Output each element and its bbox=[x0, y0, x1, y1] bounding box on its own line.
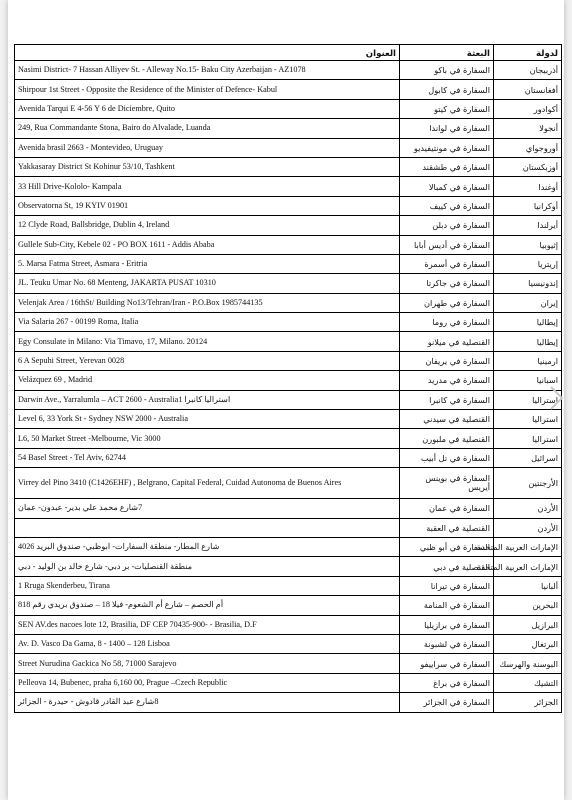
country-cell: ألبانيا bbox=[494, 576, 562, 595]
address-cell: منطقة القنصليات- بر دبي- شارع خالد بن الوليد - دبي bbox=[15, 557, 400, 576]
header-address: العنوان bbox=[15, 45, 400, 61]
table-row bbox=[15, 557, 562, 576]
table-row bbox=[15, 615, 562, 634]
country-cell: أيرلندا bbox=[494, 216, 562, 235]
mission-cell: السفارة في مدريد bbox=[400, 371, 494, 390]
address-cell bbox=[15, 518, 400, 537]
country-cell: إيران bbox=[494, 293, 562, 312]
table-header-row bbox=[15, 45, 562, 61]
country-cell: أوزبكستان bbox=[494, 157, 562, 176]
mission-cell: السفارة في كمبالا bbox=[400, 177, 494, 196]
country-cell: أوغندا bbox=[494, 177, 562, 196]
mission-cell: السفارة في جاكرتا bbox=[400, 274, 494, 293]
country-cell: أنجولا bbox=[494, 119, 562, 138]
table-row bbox=[15, 313, 562, 332]
address-cell: L6, 50 Market Street -Melbourne, Vic 3000 bbox=[15, 429, 400, 448]
address-cell: Yakkasaray District St Kohinur 53/10, Tashkent bbox=[15, 157, 400, 176]
country-cell: أوكرانيا bbox=[494, 196, 562, 215]
table-row bbox=[15, 254, 562, 273]
address-cell: Virrey del Pino 3410 (C1426EHF) , Belgrano, Capital Federal, Cuidad Autonoma de Buenos Aires bbox=[15, 468, 400, 499]
table-row bbox=[15, 537, 562, 556]
table-row bbox=[15, 274, 562, 293]
table-row bbox=[15, 293, 562, 312]
address-cell: 5. Marsa Fatma Street, Asmara - Eritria bbox=[15, 254, 400, 273]
country-cell: استراليا bbox=[494, 410, 562, 429]
country-cell: إيطاليا bbox=[494, 313, 562, 332]
table-row bbox=[15, 99, 562, 118]
address-cell: 8شارع عبد القادر قادوش - حيدرة - الجزائر bbox=[15, 693, 400, 712]
table-row bbox=[15, 410, 562, 429]
table-row bbox=[15, 693, 562, 712]
table-row bbox=[15, 119, 562, 138]
address-cell: Darwin Ave., Yarralumla – ACT 2600 - Australia1 استراليا كانبرا bbox=[15, 390, 400, 409]
address-cell: Pelleova 14, Bubenec, praha 6,160 00, Prague –Czech Republic bbox=[15, 673, 400, 692]
table-row bbox=[15, 468, 562, 499]
address-cell: JL. Teuku Umar No. 68 Menteng, JAKARTA PUSAT 10310 bbox=[15, 274, 400, 293]
table-row bbox=[15, 371, 562, 390]
address-cell: Egy Consulate in Milano: Via Timavo, 17, Milano. 20124 bbox=[15, 332, 400, 351]
mission-cell: السفارة في عمان bbox=[400, 499, 494, 518]
table-row bbox=[15, 351, 562, 370]
country-cell: إثيوبيا bbox=[494, 235, 562, 254]
mission-cell: السفارة في سراييفو bbox=[400, 654, 494, 673]
table-row bbox=[15, 499, 562, 518]
country-cell: البوسنة والهرسك bbox=[494, 654, 562, 673]
mission-cell: السفارة في المنامة bbox=[400, 596, 494, 615]
mission-cell: السفارة في لشبونة bbox=[400, 634, 494, 653]
mission-cell: القنصلية في ميلانو bbox=[400, 332, 494, 351]
address-cell: أم الحصم – شارع أم الشعوم- فيلا 18 – صندوق بريدي رقم 818 bbox=[15, 596, 400, 615]
country-cell: إندونيسيا bbox=[494, 274, 562, 293]
table-row bbox=[15, 157, 562, 176]
country-cell: أكوادور bbox=[494, 99, 562, 118]
mission-cell: السفارة في برازيليا bbox=[400, 615, 494, 634]
table-row bbox=[15, 429, 562, 448]
address-cell: Avenida brasil 2663 - Montevideo, Uruguay bbox=[15, 138, 400, 157]
table-row bbox=[15, 390, 562, 409]
address-cell: Gullele Sub-City, Kebele 02 - PO BOX 1611 - Addis Ababa bbox=[15, 235, 400, 254]
mission-cell: السفارة في أسمرة bbox=[400, 254, 494, 273]
address-cell: SEN AV.des nacoes lote 12, Brasilia, DF CEP 70435-900- - Brasilia, D.F bbox=[15, 615, 400, 634]
document-page bbox=[8, 0, 564, 800]
country-cell: إريتريا bbox=[494, 254, 562, 273]
country-cell: اسرائيل bbox=[494, 448, 562, 467]
table-row bbox=[15, 61, 562, 80]
country-cell: البحرين bbox=[494, 596, 562, 615]
table-body bbox=[15, 61, 562, 713]
mission-cell: السفارة في روما bbox=[400, 313, 494, 332]
mission-cell: السفارة في براغ bbox=[400, 673, 494, 692]
country-cell: استراليا bbox=[494, 390, 562, 409]
table-row bbox=[15, 673, 562, 692]
table-row bbox=[15, 196, 562, 215]
address-cell: 249, Rua Commandante Stona, Bairo do Alvalade, Luanda bbox=[15, 119, 400, 138]
mission-cell: السفارة في دبلن bbox=[400, 216, 494, 235]
country-cell: الإمارات العربية المتحدة bbox=[494, 557, 562, 576]
country-cell: الجزائر bbox=[494, 693, 562, 712]
mission-cell: السفارة في كييف bbox=[400, 196, 494, 215]
mission-cell: السفارة في لواندا bbox=[400, 119, 494, 138]
address-cell: Street Nurudina Gackica No 58, 71000 Sarajevo bbox=[15, 654, 400, 673]
mission-cell: السفارة في الجزائر bbox=[400, 693, 494, 712]
mission-cell: السفارة في باكو bbox=[400, 61, 494, 80]
header-mission: البعثة bbox=[400, 45, 494, 61]
country-cell: اسبانيا bbox=[494, 371, 562, 390]
country-cell: أفغانستان bbox=[494, 80, 562, 99]
table-row bbox=[15, 216, 562, 235]
address-cell: 6 A Sepuhi Street, Yerevan 0028 bbox=[15, 351, 400, 370]
mission-cell: القنصلية في العقبة bbox=[400, 518, 494, 537]
mission-cell: السفارة في طهران bbox=[400, 293, 494, 312]
mission-cell: السفارة في كيتو bbox=[400, 99, 494, 118]
address-cell: Via Salaria 267 - 00199 Roma, Italia bbox=[15, 313, 400, 332]
mission-cell: السفارة في مونتيفيديو bbox=[400, 138, 494, 157]
country-cell: البرتغال bbox=[494, 634, 562, 653]
country-cell: ارمينيا bbox=[494, 351, 562, 370]
table-row bbox=[15, 80, 562, 99]
embassy-table bbox=[14, 44, 562, 713]
table-row bbox=[15, 138, 562, 157]
address-cell: Velázquez 69 , Madrid bbox=[15, 371, 400, 390]
country-cell: الأرجنتين bbox=[494, 468, 562, 499]
mission-cell: السفارة في يريفان bbox=[400, 351, 494, 370]
table-row bbox=[15, 235, 562, 254]
address-cell: 12 Clyde Road, Ballsbridge, Dublin 4, Ireland bbox=[15, 216, 400, 235]
address-cell: Velenjak Area / 16thSt/ Building No13/Tehran/Iran - P.O.Box 1985744135 bbox=[15, 293, 400, 312]
address-cell: 54 Basel Street - Tel Aviv, 62744 bbox=[15, 448, 400, 467]
country-cell: الأردن bbox=[494, 518, 562, 537]
mission-cell: السفارة في طشقند bbox=[400, 157, 494, 176]
address-cell: Nasimi District- 7 Hassan Alliyev St. - Alleway No.15- Baku City Azerbaijan - AZ1078 bbox=[15, 61, 400, 80]
address-cell: 1 Rruga Skenderbeu, Tirana bbox=[15, 576, 400, 595]
mission-cell: السفارة في تيرانا bbox=[400, 576, 494, 595]
mission-cell: القنصلية في دبي bbox=[400, 557, 494, 576]
mission-cell: السفارة في تل أبيب bbox=[400, 448, 494, 467]
address-cell: Observatorna St, 19 KYIV 01901 bbox=[15, 196, 400, 215]
country-cell: التشيك bbox=[494, 673, 562, 692]
mission-cell: السفارة في كابول bbox=[400, 80, 494, 99]
address-cell: 7شارع محمد علي بدير- عبدون- عمان bbox=[15, 499, 400, 518]
table-row bbox=[15, 634, 562, 653]
country-cell: أذربيجان bbox=[494, 61, 562, 80]
mission-cell: القنصلية في سيدني bbox=[400, 410, 494, 429]
mission-cell: السفارة في بوينس أيريس bbox=[400, 468, 494, 499]
chevron-right-icon[interactable] bbox=[544, 384, 568, 412]
address-cell: 33 Hill Drive-Kololo- Kampala bbox=[15, 177, 400, 196]
table-row bbox=[15, 177, 562, 196]
table-row bbox=[15, 654, 562, 673]
country-cell: البرازيل bbox=[494, 615, 562, 634]
country-cell: استراليا bbox=[494, 429, 562, 448]
mission-cell: السفارة في كانبرا bbox=[400, 390, 494, 409]
address-cell: Level 6, 33 York St - Sydney NSW 2000 - Australia bbox=[15, 410, 400, 429]
table-row bbox=[15, 518, 562, 537]
country-cell: أوروجواي bbox=[494, 138, 562, 157]
address-cell: شارع المطار- منطقة السفارات- ابوظبي- صندوق البريد 4026 bbox=[15, 537, 400, 556]
mission-cell: السفارة في أديس أبابا bbox=[400, 235, 494, 254]
table-row bbox=[15, 596, 562, 615]
table-row bbox=[15, 576, 562, 595]
table-row bbox=[15, 332, 562, 351]
country-cell: الأردن bbox=[494, 499, 562, 518]
country-cell: الإمارات العربية المتحدة bbox=[494, 537, 562, 556]
header-country: لدولة bbox=[494, 45, 562, 61]
mission-cell: السفارة في أبو ظبي bbox=[400, 537, 494, 556]
address-cell: Shirpour 1st Street - Opposite the Residence of the Minister of Defence- Kabul bbox=[15, 80, 400, 99]
address-cell: Av. D. Vasco Da Gama, 8 - 1400 – 128 Lisboa bbox=[15, 634, 400, 653]
mission-cell: القنصلية في ملبورن bbox=[400, 429, 494, 448]
address-cell: Avenida Tarqui E 4-56 Y 6 de Diciembre, Quito bbox=[15, 99, 400, 118]
country-cell: إيطاليا bbox=[494, 332, 562, 351]
table-row bbox=[15, 448, 562, 467]
